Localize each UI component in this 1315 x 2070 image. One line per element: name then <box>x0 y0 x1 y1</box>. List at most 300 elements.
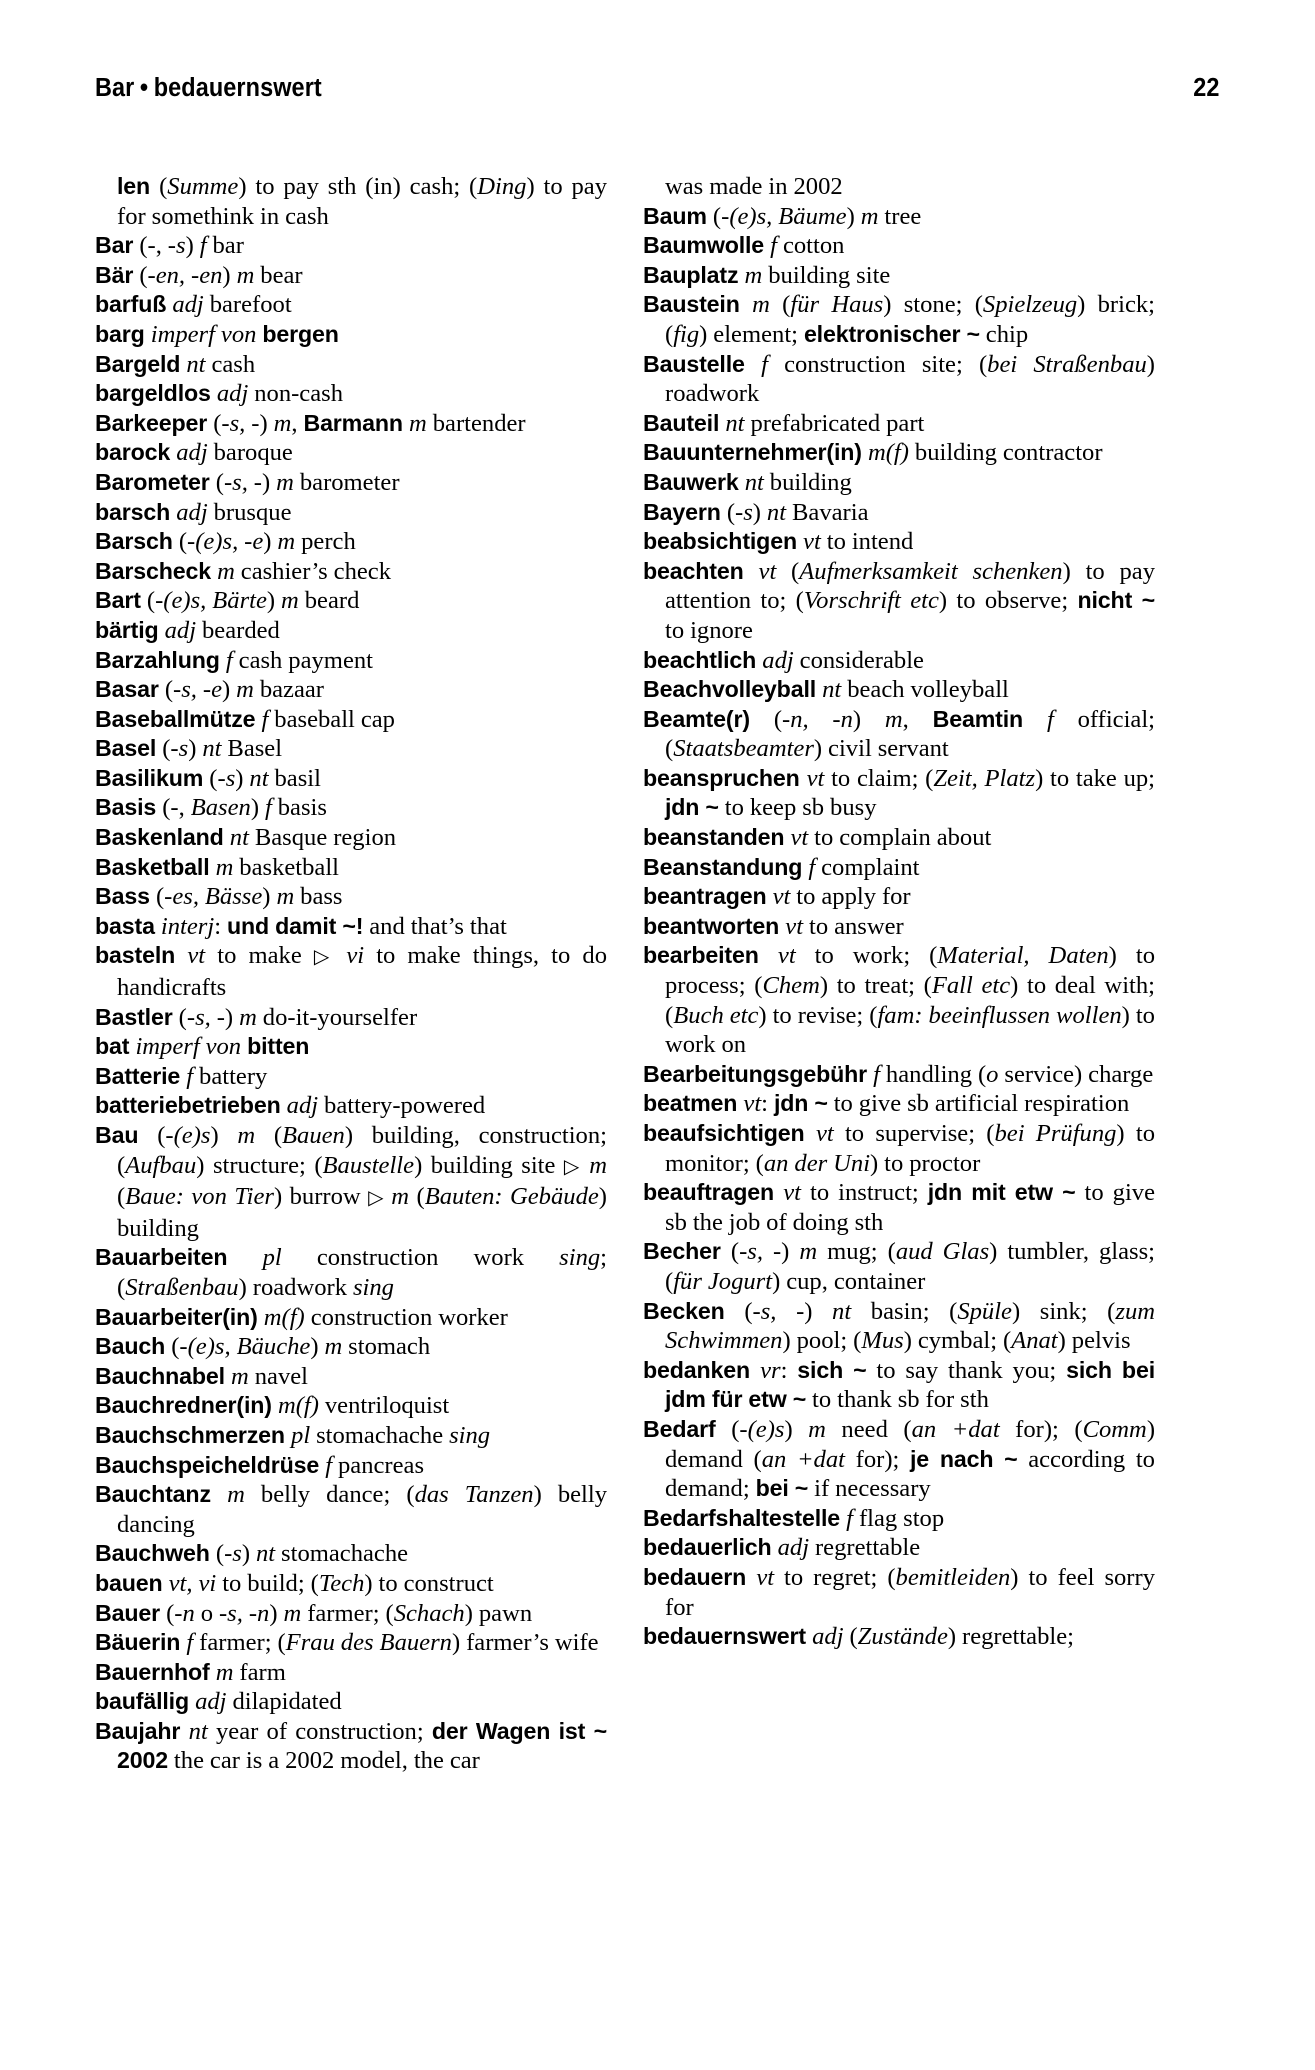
definition-text: ) <box>846 202 861 230</box>
grammar-label: -s <box>217 764 236 792</box>
dictionary-entry <box>643 941 1155 1059</box>
dictionary-entry <box>95 764 607 794</box>
definition-text: considerable <box>793 646 924 674</box>
definition-text: (-, <box>139 232 168 260</box>
right-column <box>643 172 1155 1776</box>
definition-text: to instruct; <box>800 1179 928 1207</box>
grammar-label: aud Glas <box>895 1238 990 1266</box>
headword-text: Beachvolleyball <box>643 676 823 703</box>
dictionary-entry <box>95 705 607 735</box>
grammar-label: nt <box>744 468 764 496</box>
headword-text: bärtig <box>95 616 165 643</box>
dictionary-entry <box>95 1628 607 1658</box>
headword-text: Bauch <box>95 1333 172 1360</box>
definition-text: -) <box>762 1238 800 1266</box>
definition-text: farm <box>233 1658 286 1686</box>
definition-text: -) <box>776 1297 833 1325</box>
grammar-label: m <box>217 557 235 585</box>
grammar-label: adj <box>216 380 249 408</box>
definition-text: to thank sb for sth <box>806 1386 989 1414</box>
definition-text: basis <box>271 794 327 822</box>
running-head-last-entry: bedauernswert <box>153 74 322 102</box>
definition-text: farmer; ( <box>193 1629 286 1657</box>
grammar-label: Anat <box>1011 1327 1058 1355</box>
grammar-label: -n <box>174 1599 195 1627</box>
running-head-entries <box>95 74 322 103</box>
headword-text: Bedarfshaltestelle <box>643 1504 847 1531</box>
grammar-label: nt <box>202 735 222 763</box>
page-number: 22 <box>1193 74 1220 102</box>
grammar-label: fam: beeinflussen wollen <box>877 1001 1122 1029</box>
headword-text: Bauchtanz <box>95 1481 228 1508</box>
definition-text: -) <box>247 468 277 496</box>
grammar-label: bemitleiden <box>895 1563 1011 1591</box>
headword-text: Batterie <box>95 1062 187 1089</box>
grammar-label: -es, Bässe <box>164 883 263 911</box>
definition-text: complaint <box>815 853 920 881</box>
definition-text: building <box>763 468 852 496</box>
dictionary-entry <box>95 1243 607 1302</box>
grammar-label: vt <box>815 1120 834 1147</box>
definition-text: stomachache <box>275 1540 409 1568</box>
grammar-label: -s, <box>752 1297 777 1325</box>
dictionary-entry <box>95 1658 607 1688</box>
headword-text: Bauchschmerzen <box>95 1421 292 1448</box>
definition-text: brusque <box>207 498 292 526</box>
headword-text: beaufsichtigen <box>643 1120 816 1146</box>
definition-text: ) farmer’s wife <box>451 1629 599 1657</box>
dictionary-entry <box>95 1451 607 1481</box>
headword-text: Barsch <box>95 528 179 555</box>
definition-text: dilapidated <box>226 1688 342 1716</box>
dictionary-entry <box>95 350 607 380</box>
headword-text: Bass <box>95 883 156 910</box>
grammar-label: (e)s, Bäuche <box>187 1333 311 1361</box>
headword-text: Baujahr <box>95 1717 189 1744</box>
definition-text: service) charge <box>998 1060 1154 1088</box>
dictionary-entry <box>643 1178 1155 1237</box>
grammar-label: vt <box>756 1563 775 1591</box>
dictionary-entry <box>643 1415 1155 1504</box>
definition-text: year of construction; <box>207 1717 432 1745</box>
dictionary-entry <box>95 379 607 409</box>
definition-text: ( <box>117 1183 126 1211</box>
definition-text: ) <box>210 1122 238 1149</box>
headword-text: Barzahlung <box>95 646 226 673</box>
grammar-label: m(f) <box>277 1392 319 1420</box>
headword-text: Basel <box>95 735 163 762</box>
definition-text: ) to process; ( <box>665 942 1155 1000</box>
grammar-label: f <box>264 794 272 822</box>
definition-text: ( <box>213 409 222 437</box>
definition-text: ( <box>139 261 148 289</box>
definition-text: ) cup, container <box>772 1267 926 1295</box>
dictionary-entry <box>95 1091 607 1121</box>
dictionary-entry <box>95 438 607 468</box>
grammar-label: Chem <box>762 972 820 1000</box>
definition-text: to give sb artificial respiration <box>827 1090 1130 1118</box>
headword-text: Bäuerin <box>95 1629 187 1656</box>
grammar-label: f <box>186 1062 194 1090</box>
headword-text: jdn ~ <box>773 1090 828 1117</box>
grammar-label: Aufbau <box>125 1151 197 1179</box>
dictionary-entry <box>95 1303 607 1333</box>
dictionary-entry <box>95 527 607 557</box>
definition-text: Basel <box>221 735 283 763</box>
definition-text: ) to proctor <box>870 1149 981 1177</box>
dictionary-entry <box>95 882 607 912</box>
definition-text: ; ( <box>117 1244 608 1301</box>
headword-text: barsch <box>95 498 177 525</box>
headword-text: Barometer <box>95 468 216 495</box>
grammar-label: -s, <box>221 409 246 437</box>
definition-text: ) burrow <box>273 1183 369 1211</box>
dictionary-entry <box>95 320 607 350</box>
definition-text: (- <box>171 1333 188 1361</box>
headword-text: beachten <box>643 557 759 584</box>
definition-text: (- <box>178 528 196 556</box>
definition-text: to claim; ( <box>824 764 934 792</box>
headword-text: Bauunternehmer(in) <box>643 439 868 466</box>
definition-text: ) <box>221 676 237 704</box>
dictionary-entry <box>643 1297 1155 1356</box>
headword-text: Bearbeitungsgebühr <box>643 1060 874 1087</box>
headword-text: barock <box>95 439 177 466</box>
grammar-label: m <box>752 291 770 319</box>
definition-text: bar <box>206 232 244 260</box>
grammar-label: -s, -n <box>218 1599 270 1627</box>
grammar-label: m <box>744 261 763 289</box>
grammar-label: vt <box>772 883 791 911</box>
grammar-label: imperf von <box>150 320 263 348</box>
dictionary-entry <box>643 438 1155 468</box>
headword-text: batteriebetrieben <box>95 1092 287 1119</box>
definition-text: ( <box>730 1238 740 1266</box>
definition-text: ) civil servant <box>813 735 949 763</box>
grammar-label: o <box>986 1060 999 1088</box>
definition-text: ) <box>188 735 203 763</box>
definition-text: ) <box>185 232 200 260</box>
grammar-label: f <box>761 350 768 378</box>
definition-text: beard <box>298 587 360 615</box>
headword-text: Bauchredner(in) <box>95 1392 278 1419</box>
grammar-label: -s, -e <box>173 676 222 704</box>
grammar-label: das Tanzen <box>414 1481 534 1509</box>
grammar-label: m(f) <box>867 439 909 467</box>
grammar-label: Aufmerksamkeit schenken <box>799 557 1063 585</box>
entry-continuation <box>95 172 607 231</box>
grammar-label: Frau des Bauern <box>285 1629 452 1657</box>
definition-text: was made in 2002 <box>665 173 843 200</box>
headword-text: Basketball <box>95 853 216 880</box>
grammar-label: Material, Daten <box>937 942 1109 970</box>
grammar-label: m(f) <box>263 1303 305 1331</box>
dictionary-entry <box>643 1533 1155 1563</box>
definition-text: ) <box>266 587 282 615</box>
running-head-first-entry: Bar <box>95 74 135 102</box>
grammar-label: Ding <box>477 173 527 200</box>
grammar-label: (e)s, -e <box>195 528 264 556</box>
definition-text: ) pool; ( <box>782 1327 862 1355</box>
grammar-label: Buch etc <box>673 1001 759 1029</box>
definition-text: bass <box>294 883 343 911</box>
grammar-label: fig <box>673 320 700 348</box>
definition-text: ) to deal with; ( <box>665 972 1155 1029</box>
dictionary-entry <box>643 1563 1155 1622</box>
definition-text: ) <box>310 1333 325 1361</box>
definition-text: perch <box>295 528 356 556</box>
grammar-label: Vorschrift etc <box>803 587 939 615</box>
definition-text: barometer <box>293 468 400 496</box>
definition-text: ) to pay sth (in) cash; ( <box>238 173 478 200</box>
definition-text: ) building, construction; ( <box>117 1122 607 1179</box>
grammar-label: nt <box>249 764 269 792</box>
grammar-label: -s, <box>739 1238 763 1266</box>
dictionary-entry <box>643 912 1155 942</box>
definition-text: Basque region <box>248 824 397 852</box>
dictionary-entry <box>643 1356 1155 1415</box>
grammar-label: interj <box>160 912 215 940</box>
definition-text: ) <box>263 528 278 556</box>
definition-text: to say thank you; <box>866 1356 1067 1384</box>
definition-text: ) element; <box>699 320 804 348</box>
definition-text: if necessary <box>808 1475 931 1503</box>
definition-text: ( <box>178 1003 187 1031</box>
headword-text: Barscheck <box>95 557 218 584</box>
definition-text: ( <box>155 883 165 911</box>
definition-text: to supervise; ( <box>833 1120 995 1147</box>
headword-text: nicht ~ <box>1077 587 1155 614</box>
grammar-label: adj <box>176 498 208 526</box>
definition-text: ) demand ( <box>665 1415 1156 1473</box>
definition-text: mug; ( <box>817 1238 896 1266</box>
grammar-label: nt <box>188 1717 208 1745</box>
definition-text: ( <box>166 1599 175 1627</box>
definition-text: construction site; ( <box>767 350 988 378</box>
definition-text: : <box>214 912 228 940</box>
grammar-label: (e)s <box>173 1122 211 1149</box>
dictionary-entry <box>95 468 607 498</box>
definition-text: (- <box>712 202 730 230</box>
headword-text: bedanken <box>643 1356 761 1383</box>
grammar-label: Spüle <box>957 1297 1012 1325</box>
grammar-label: -s <box>224 1540 242 1568</box>
grammar-label: nt <box>186 350 206 378</box>
grammar-label: m <box>277 528 296 556</box>
grammar-label: adj <box>164 616 197 644</box>
dictionary-entry <box>643 705 1155 764</box>
headword-text: Bauteil <box>643 409 726 436</box>
definition-text: ) to pay attention to; ( <box>665 557 1155 615</box>
grammar-label: m <box>231 1362 249 1390</box>
definition-text: building site <box>762 261 891 289</box>
definition-text: ( <box>409 1183 425 1211</box>
definition-text: o <box>194 1599 219 1627</box>
grammar-label: m <box>808 1415 826 1443</box>
definition-text: ( <box>726 498 736 526</box>
grammar-label: m <box>283 1599 302 1627</box>
definition-text: to intend <box>820 528 914 556</box>
dictionary-entry <box>643 409 1155 439</box>
definition-text: to apply for <box>790 883 911 911</box>
grammar-label: nt <box>229 824 249 852</box>
definition-text: tree <box>878 202 922 230</box>
definition-text: handling ( <box>879 1060 987 1088</box>
headword-text: bauen <box>95 1569 169 1596</box>
definition-text: ventriloquist <box>318 1392 450 1420</box>
headword-text: Bastler <box>95 1003 179 1030</box>
definition-text: , <box>902 705 933 733</box>
grammar-label: Tech <box>318 1569 365 1597</box>
dictionary-entry <box>95 853 607 883</box>
headword-text: beantragen <box>643 883 773 910</box>
grammar-label: f <box>808 853 816 881</box>
headword-text: Bauarbeiter(in) <box>95 1303 264 1330</box>
definition-text: ( <box>159 173 168 200</box>
grammar-label: nt <box>832 1297 852 1325</box>
headword-text: Bauwerk <box>643 468 745 495</box>
dictionary-entry <box>95 1362 607 1392</box>
dictionary-entry <box>643 646 1155 676</box>
dictionary-entry <box>643 527 1155 557</box>
definition-text: ) <box>222 261 237 289</box>
headword-text: Baustelle <box>643 350 762 377</box>
definition-text: for); ( <box>999 1415 1083 1443</box>
grammar-label: vt <box>758 557 777 585</box>
headword-text: sich bei jdm für etw ~ <box>665 1356 1155 1413</box>
grammar-label: -en, -en <box>147 261 223 289</box>
definition-text: ( <box>773 705 783 733</box>
grammar-label: sing <box>352 1273 394 1301</box>
headword-text: Baum <box>643 202 713 229</box>
pos-separator-icon: ▷ <box>368 1187 392 1210</box>
grammar-label: bei Prüfung <box>994 1120 1117 1147</box>
definition-text: do-it-yourselfer <box>256 1003 418 1031</box>
grammar-label: m <box>236 676 254 704</box>
dictionary-entry <box>95 1421 607 1451</box>
definition-text: ( <box>209 764 218 792</box>
grammar-label: adj <box>195 1688 227 1716</box>
dictionary-entry <box>643 1237 1155 1296</box>
definition-text: cash payment <box>232 646 373 674</box>
grammar-label: m <box>884 705 903 733</box>
definition-text: cash <box>205 350 256 378</box>
headword-text: beabsichtigen <box>643 528 804 555</box>
definition-text: ) roadwork <box>665 350 1155 408</box>
dictionary-entry <box>643 1060 1155 1090</box>
definition-text: cotton <box>777 232 845 260</box>
definition-text: bearded <box>196 616 280 644</box>
definition-text: -) <box>210 1003 240 1031</box>
headword-text: bat <box>95 1033 136 1060</box>
grammar-label: sing <box>449 1421 491 1449</box>
definition-text: basin; ( <box>851 1297 958 1325</box>
running-head <box>95 74 1220 110</box>
dictionary-entry <box>95 586 607 616</box>
definition-text: construction worker <box>304 1303 508 1331</box>
definition-text: to work; ( <box>795 942 938 970</box>
definition-text: ) structure; ( <box>196 1151 323 1179</box>
grammar-label: m <box>860 202 879 230</box>
definition-text: ) cymbal; ( <box>903 1327 1012 1355</box>
dictionary-entry <box>643 675 1155 705</box>
grammar-label: vt <box>785 912 804 940</box>
definition-text: prefabricated part <box>744 409 925 437</box>
headword-text: bitten <box>247 1033 310 1060</box>
definition-text: ) <box>269 1599 284 1627</box>
dictionary-entry <box>643 1504 1155 1534</box>
headword-text: beachtlich <box>643 646 763 673</box>
definition-text: (- <box>731 1415 748 1443</box>
dictionary-entry <box>643 1622 1155 1652</box>
grammar-label: Baustelle <box>322 1151 415 1179</box>
grammar-label: vt <box>777 942 796 970</box>
grammar-label: bei Straßenbau <box>987 350 1147 378</box>
dictionary-entry <box>643 350 1155 409</box>
grammar-label: m <box>589 1151 607 1179</box>
definition-text: (- <box>157 1122 174 1149</box>
grammar-label: f <box>325 1451 333 1479</box>
definition-text: to complain about <box>808 824 992 852</box>
definition-text: farmer; ( <box>301 1599 394 1627</box>
definition-text: ) to take up; <box>1035 764 1155 792</box>
definition-text: : <box>780 1356 798 1384</box>
headword-text: Bedarf <box>643 1415 732 1442</box>
headword-text: beauftragen <box>643 1179 784 1206</box>
headword-text: beatmen <box>643 1090 744 1117</box>
definition-text: ) building site <box>414 1151 564 1179</box>
grammar-label: für Haus <box>790 291 884 319</box>
grammar-label: zum Schwimmen <box>665 1297 1156 1355</box>
definition-text: the car is a 2002 model, the car <box>167 1747 480 1775</box>
headword-text: Barmann <box>303 409 410 436</box>
grammar-label: adj <box>176 439 208 467</box>
headword-text: Beamtin <box>932 705 1047 732</box>
dictionary-entry <box>95 1539 607 1569</box>
definition-text: ) <box>852 705 885 733</box>
dictionary-entry <box>95 912 607 942</box>
headword-text: Becken <box>643 1297 745 1324</box>
definition-text: ) tumbler, glass; ( <box>665 1238 1155 1295</box>
definition-text: ) <box>250 794 265 822</box>
dictionary-entry <box>643 764 1155 823</box>
definition-text: official; ( <box>665 705 1155 763</box>
grammar-label: m <box>239 1003 257 1031</box>
definition-text: ) <box>784 1415 809 1443</box>
definition-text: ) to monitor; ( <box>665 1120 1155 1177</box>
definition-text: building contractor <box>908 439 1103 467</box>
definition-text: ) to construct <box>364 1569 494 1597</box>
grammar-label: f <box>186 1629 194 1657</box>
grammar-label: adj <box>812 1623 844 1651</box>
headword-text: bargeldlos <box>95 380 217 407</box>
grammar-label: Zustände <box>857 1623 948 1651</box>
dictionary-entry <box>95 734 607 764</box>
definition-text: ) regrettable; <box>947 1623 1074 1651</box>
definition-text: construction work <box>281 1244 560 1272</box>
grammar-label: m <box>276 883 295 911</box>
definition-text: belly dance; ( <box>244 1481 415 1509</box>
definition-text: navel <box>248 1362 309 1390</box>
definition-text: ) building <box>117 1183 607 1242</box>
grammar-label: m <box>276 468 294 496</box>
definition-text: stomach <box>342 1333 431 1361</box>
definition-text: ( <box>164 676 174 704</box>
definition-text: ) to revise; ( <box>758 1001 878 1029</box>
grammar-label: Basen <box>190 794 251 822</box>
dictionary-entry <box>95 231 607 261</box>
headword-text: bedauernswert <box>643 1623 813 1650</box>
